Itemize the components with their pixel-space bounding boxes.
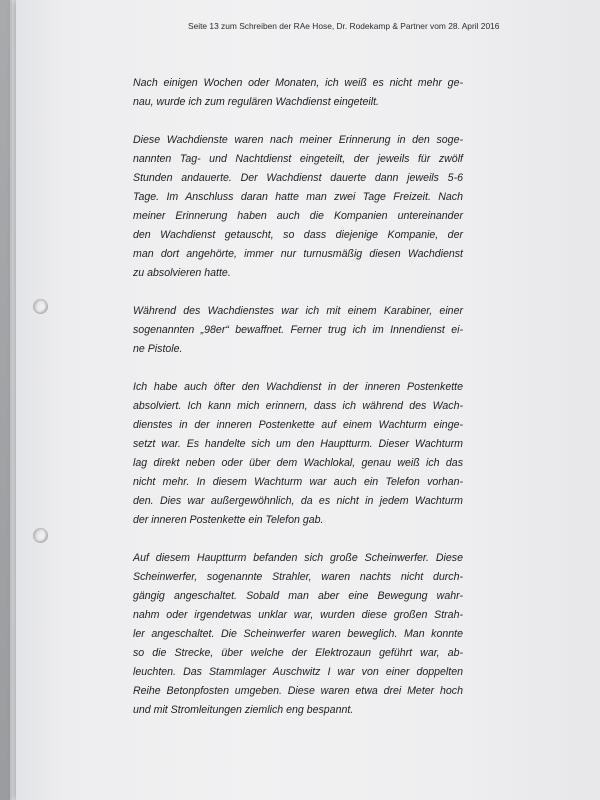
page-header: Seite 13 zum Schreiben der RAe Hose, Dr. Rodekamp & Partner vom 28. April 2016 [188, 21, 500, 31]
text-line: Diese Wachdienste waren nach meiner Erinnerung in den soge- [133, 134, 463, 146]
text-line: dienstes in der inneren Postenkette auf einem Wachturm einge- [133, 419, 463, 431]
document-body [133, 74, 463, 739]
paragraph-3 [133, 302, 463, 359]
paragraph-1 [133, 74, 463, 112]
text-line: zu absolvieren hatte. [133, 267, 231, 279]
text-line: absolviert. Ich kann mich erinnern, dass ich während des Wach- [133, 400, 463, 412]
text-line: und mit Stromleitungen ziemlich eng bespannt. [133, 704, 354, 716]
text-line: leuchten. Das Stammlager Auschwitz I war von einer doppelten [133, 666, 463, 678]
paragraph-4 [133, 378, 463, 530]
text-line: Scheinwerfer, sogenannte Strahler, waren nachts nicht durch- [133, 571, 463, 583]
text-line: der inneren Postenkette ein Telefon gab. [133, 514, 324, 526]
text-line: nannten Tag- und Nachtdienst eingeteilt, der jeweils für zwölf [133, 153, 463, 165]
text-line: Tage. Im Anschluss daran hatte man zwei Tage Freizeit. Nach [133, 191, 463, 203]
text-line: Reihe Betonpfosten umgeben. Diese waren etwa drei Meter hoch [133, 685, 463, 697]
paragraph-5 [133, 549, 463, 720]
text-line: den. Dies war außergewöhnlich, da es nicht in jedem Wachturm [133, 495, 463, 507]
text-line: Auf diesem Hauptturm befanden sich große Scheinwerfer. Diese [133, 552, 463, 564]
text-line: Stunden andauerte. Der Wachdienst dauerte dann jeweils 5-6 [133, 172, 463, 184]
text-line: nicht mehr. In diesem Wachturm war auch ein Telefon vorhan- [133, 476, 463, 488]
text-line: Während des Wachdienstes war ich mit einem Karabiner, einer [133, 305, 463, 317]
text-line: meiner Erinnerung haben auch die Kompanien untereinander [133, 210, 463, 222]
text-line: so die Strecke, über welche der Elektrozaun geführt war, ab- [133, 647, 463, 659]
text-line: Ich habe auch öfter den Wachdienst in der inneren Postenkette [133, 381, 463, 393]
punch-hole-top [33, 299, 48, 314]
text-line: Nach einigen Wochen oder Monaten, ich weiß es nicht mehr ge- [133, 77, 463, 89]
sheet-edge [10, 0, 12, 800]
text-line: man dort angehörte, immer nur turnusmäßig diesen Wachdienst [133, 248, 463, 260]
text-line: ler angeschaltet. Die Scheinwerfer waren beweglich. Man konnte [133, 628, 463, 640]
text-line: setzt war. Es handelte sich um den Hauptturm. Dieser Wachturm [133, 438, 463, 450]
text-line: nau, wurde ich zum regulären Wachdienst eingeteilt. [133, 96, 379, 108]
text-line: lag direkt neben oder über dem Wachlokal, genau weiß ich das [133, 457, 463, 469]
text-line: sogenannten „98er“ bewaffnet. Ferner trug ich im Innendienst ei- [133, 324, 463, 336]
text-line: nahm oder irgendetwas unklar war, wurden diese großen Strah- [133, 609, 463, 621]
punch-hole-bottom [33, 528, 48, 543]
text-line: den Wachdienst getauscht, so dass diejenige Kompanie, der [133, 229, 463, 241]
text-line: gängig angeschaltet. Sobald man aber eine Bewegung wahr- [133, 590, 463, 602]
text-line: ne Pistole. [133, 343, 183, 355]
paragraph-2 [133, 131, 463, 283]
